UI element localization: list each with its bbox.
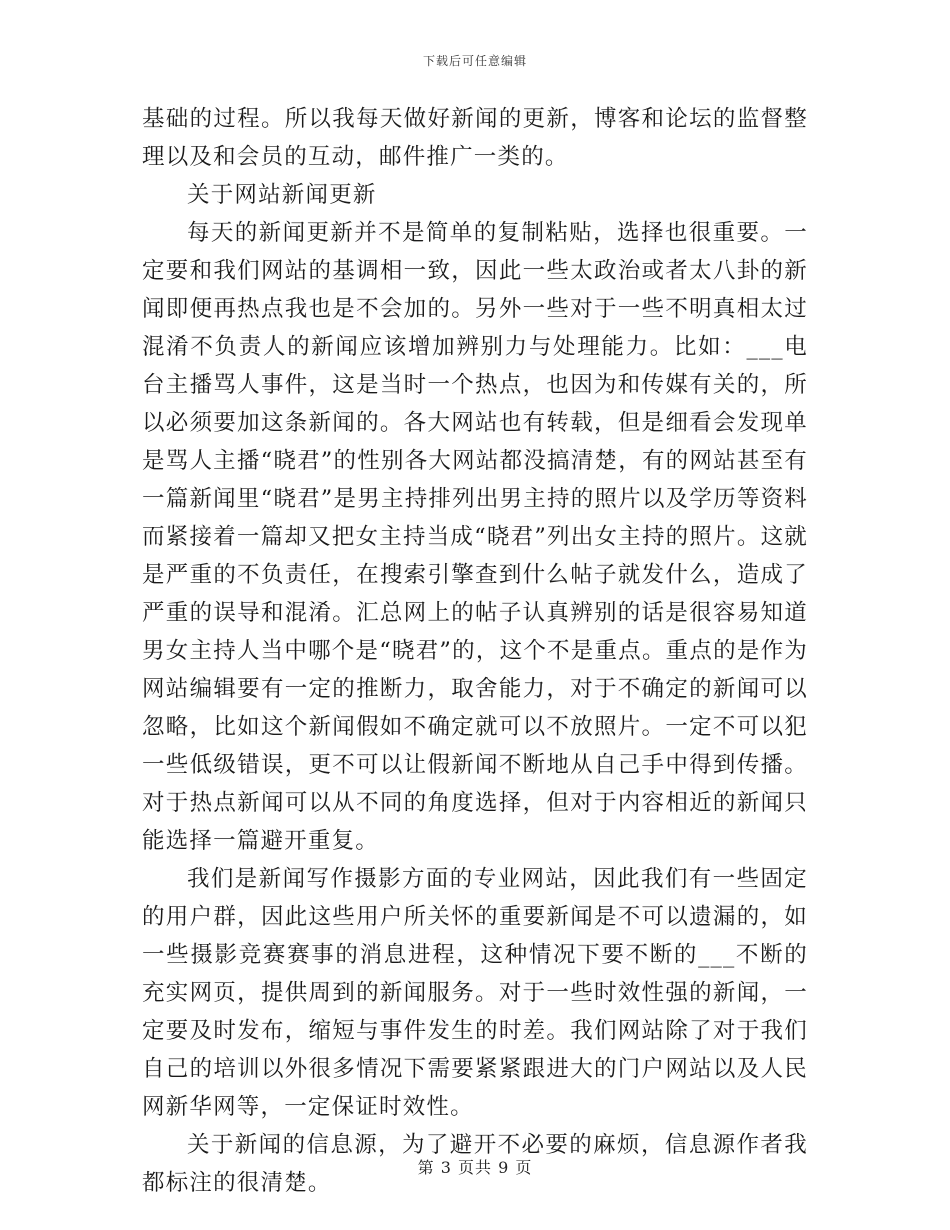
paragraph-continued: 基础的过程。所以我每天做好新闻的更新，博客和论坛的监督整理以及和会员的互动，邮件推广一类的。 <box>142 106 808 170</box>
document-body <box>142 100 808 1202</box>
paragraph-info-source: 关于新闻的信息源，为了避开不必要的麻烦，信息源作者我都标注的很清楚。 <box>142 1132 808 1196</box>
page-header: 下载后可任意编辑 <box>422 54 527 68</box>
paragraph-user-groups: 我们是新闻写作摄影方面的专业网站，因此我们有一些固定的用户群，因此这些用户所关怀的重要新闻是不可以遗漏的，如一些摄影竞赛赛事的消息进程，这种情况下要不断的___不断的充实网页，提供周到的新闻服务。对于一些时效性强的新闻，一定要及时发布，缩短与事件发生的时差。我们网站除了对于我们自己的培训以外很多情况下需要紧紧跟进大的门户网站以及人民网新华网等，一定保证时效性。 <box>142 866 808 1120</box>
page-number-footer: 第 3 页共 9 页 <box>417 1158 533 1177</box>
paragraph-news-selection: 每天的新闻更新并不是简单的复制粘贴，选择也很重要。一定要和我们网站的基调相一致，因此一些太政治或者太八卦的新闻即便再热点我也是不会加的。另外一些对于一些不明真相太过混淆不负责人的新闻应该增加辨别力与处理能力。比如：___电台主播骂人事件，这是当时一个热点，也因为和传媒有关的，所以必须要加这条新闻的。各大网站也有转载，但是细看会发现单是骂人主播“晓君”的性别各大网站都没搞清楚，有的网站甚至有一篇新闻里“晓君”是男主持排列出男主持的照片以及学历等资料而紧接着一篇却又把女主持当成“晓君”列出女主持的照片。这就是严重的不负责任，在搜索引擎查到什么帖子就发什么，造成了严重的误导和混淆。汇总网上的帖子认真辨别的话是很容易知道男女主持人当中哪个是“晓君”的，这个不是重点。重点的是作为网站编辑要有一定的推断力，取舍能力，对于不确定的新闻可以忽略，比如这个新闻假如不确定就可以不放照片。一定不可以犯一些低级错误，更不可以让假新闻不断地从自己手中得到传播。对于热点新闻可以从不同的角度选择，但对于内容相近的新闻只能选择一篇避开重复。 <box>142 220 808 854</box>
section-heading-news-update: 关于网站新闻更新 <box>187 182 377 208</box>
